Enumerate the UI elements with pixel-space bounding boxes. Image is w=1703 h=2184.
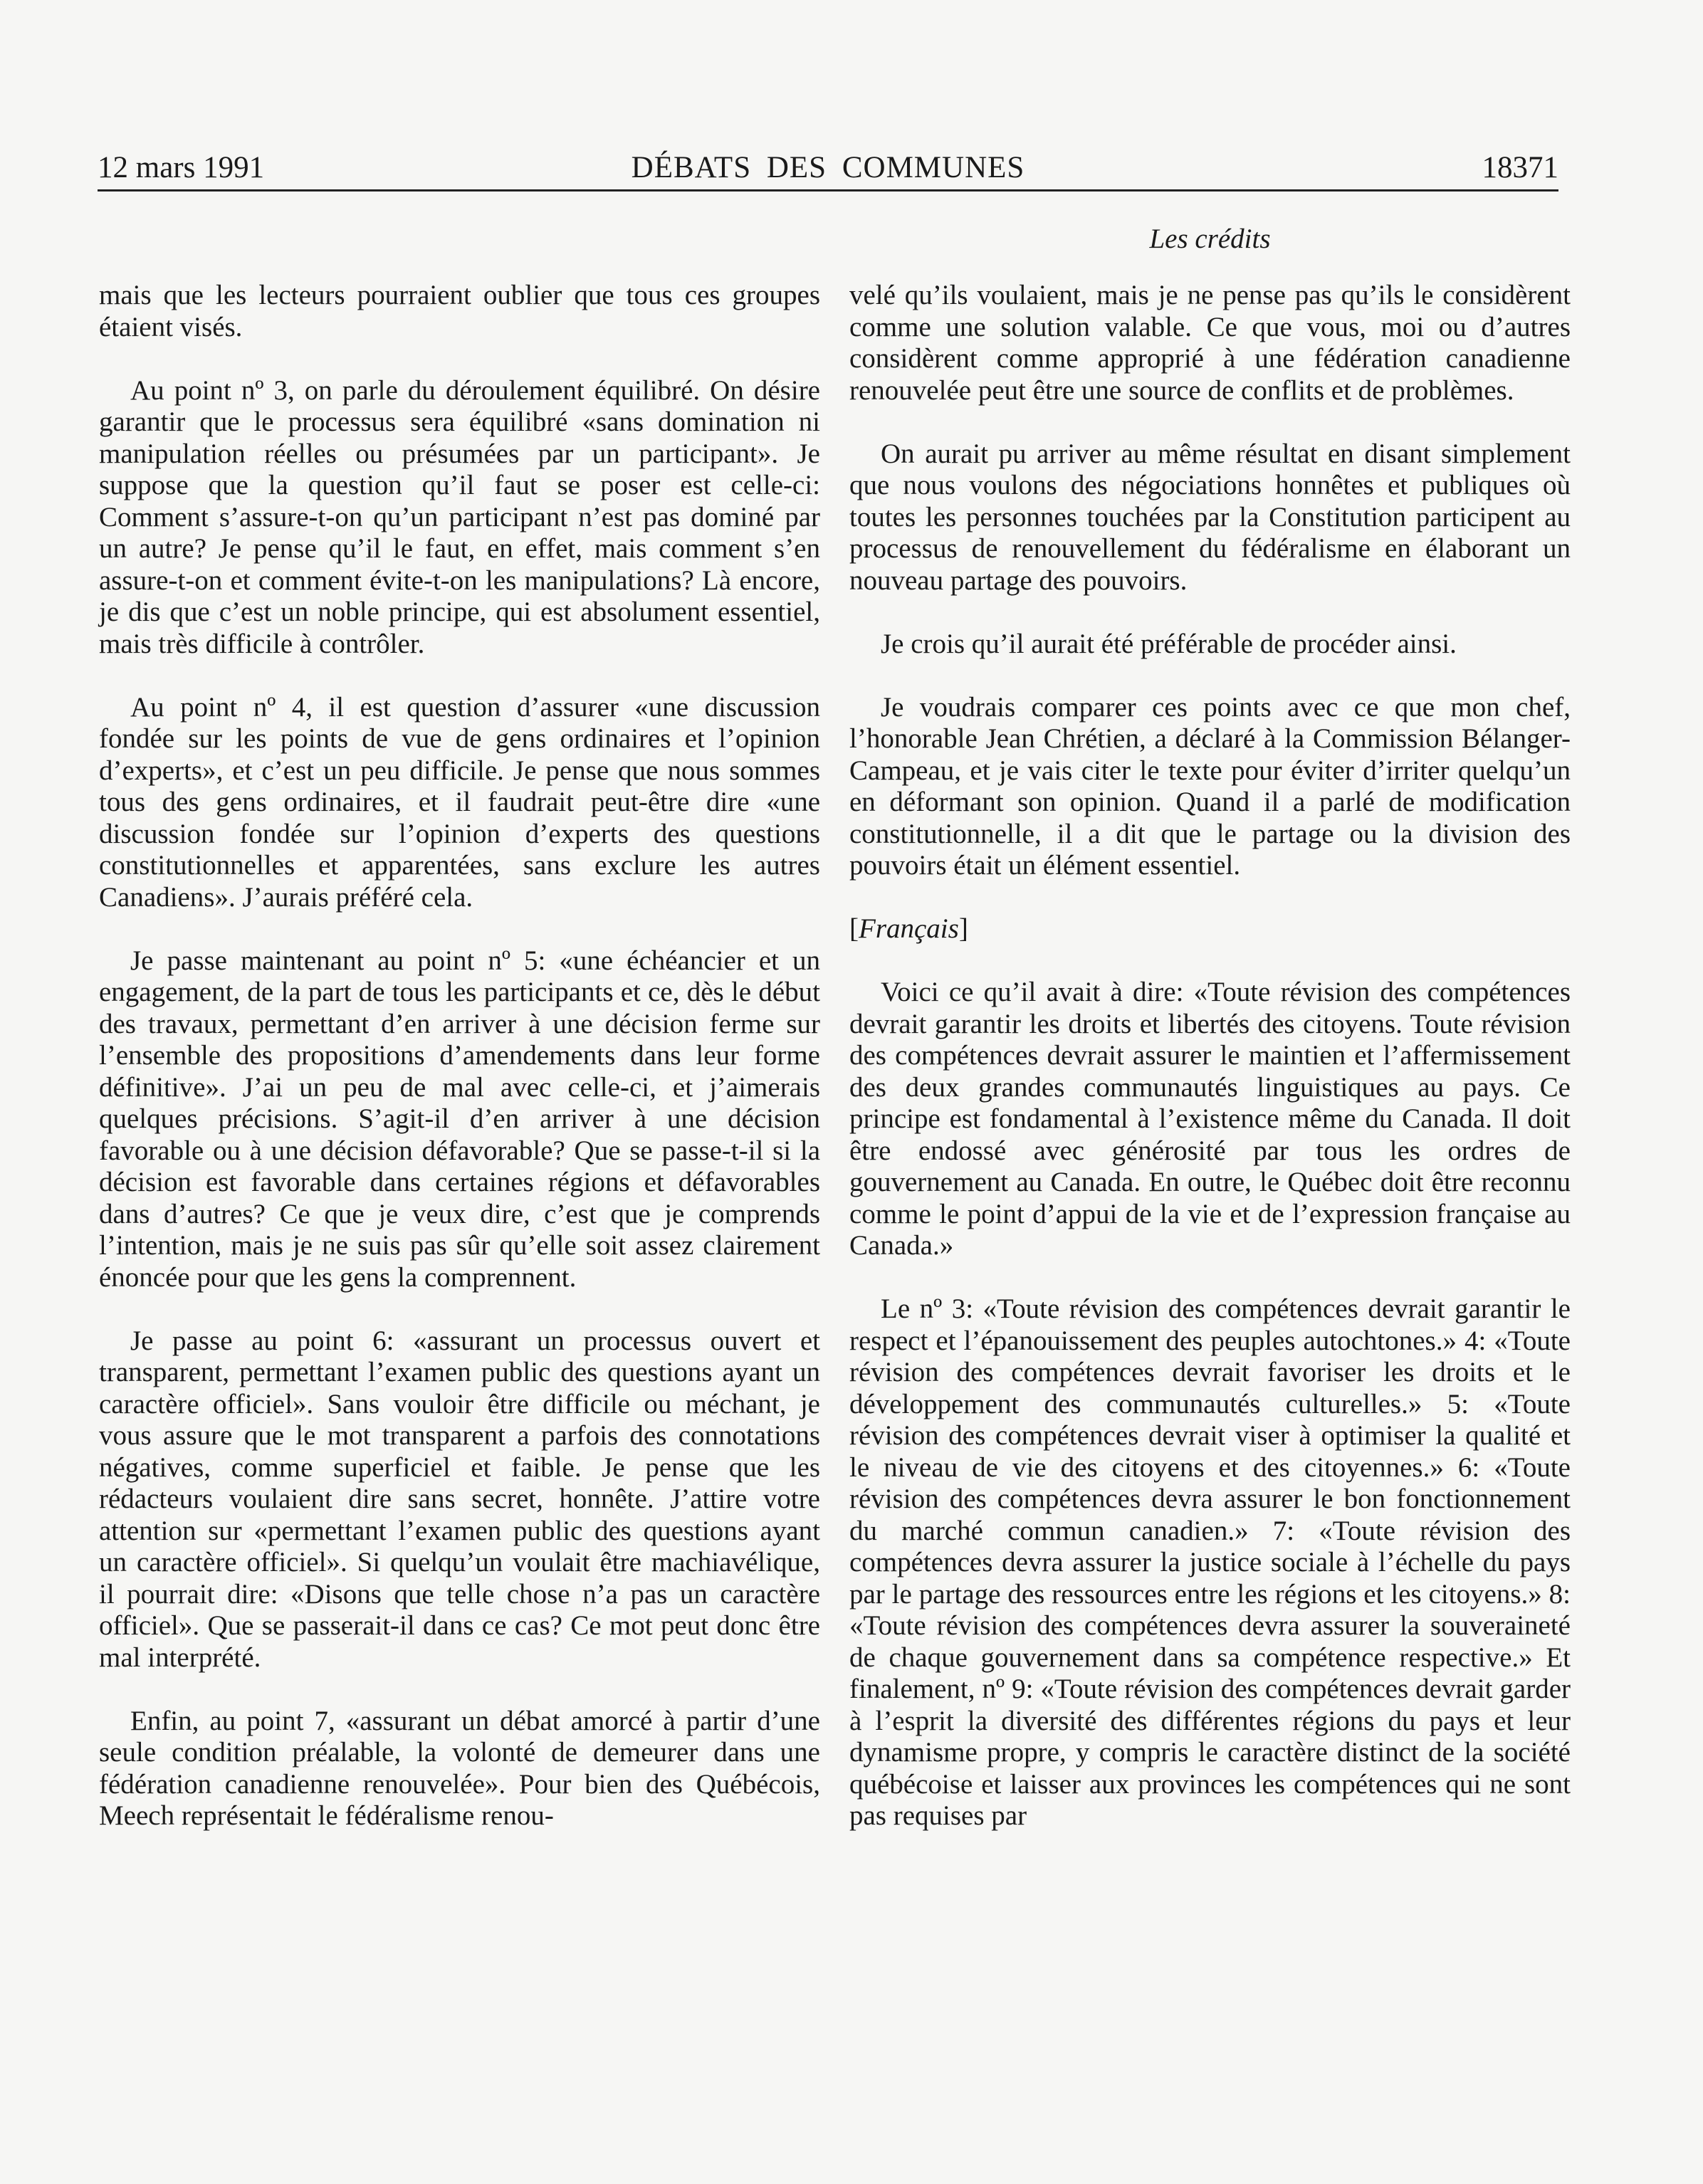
- paragraph: velé qu’ils voulaient, mais je ne pense pas qu’ils le considèrent comme une solution valable. Ce que vous, moi ou d’autres considèrent comme approprié à une fédération canadienne renouvelée peut être une source de conflits et de problèmes.: [849, 280, 1571, 406]
- paragraph: Je crois qu’il aurait été préférable de procéder ainsi.: [881, 628, 1457, 659]
- paragraph: Au point nº 3, on parle du déroulement équilibré. On désire garantir que le processus sera équilibré «sans domination ni manipulation réelles ou présumées par un participant». Je suppose que la question qu’il faut se poser est celle-ci: Comment s’assure-t-on qu’un participant n’est pas dominé par un autre? Je pense qu’il le faut, en effet, mais comment s’en assure-t-on et comment évite-t-on les manipulations? Là encore, je dis que c’est un noble principe, qui est absolument essentiel, mais très difficile à contrôler.: [99, 374, 820, 659]
- paragraph: Je passe maintenant au point nº 5: «une échéancier et un engagement, de la part de tous les participants et ce, dès le début des travaux, permettant d’en arriver à une décision ferme sur l’ensemble des propositions d’amendements dans leur forme définitive». J’ai un peu de mal avec celle-ci, et j’aimerais quelques précisions. S’agit-il d’en arriver à une décision favorable ou à une décision défavorable? Que se passe-t-il si la décision est favorable dans certaines régions et défavorables dans d’autres? Ce que je veux dire, c’est que je comprends l’intention, mais je ne suis pas sûr qu’elle soit assez clairement énoncée pour que les gens la comprennent.: [99, 945, 820, 1293]
- language-marker: [849, 913, 1571, 945]
- left-column: [99, 280, 820, 1864]
- right-column: [849, 280, 1571, 1864]
- paragraph: On aurait pu arriver au même résultat en disant simplement que nous voulons des négociations honnêtes et publiques où toutes les personnes touchées par la Constitution participent au processus de renouvellement du fédéralisme en élaborant un nouveau partage des pouvoirs.: [849, 438, 1571, 596]
- paragraph: Je voudrais comparer ces points avec ce que mon chef, l’honorable Jean Chrétien, a déclaré à la Commission Bélanger-Campeau, et je vais citer le texte pour éviter d’irriter quelqu’un en déformant son opinion. Quand il a parlé de modification constitutionnelle, il a dit que le partage ou la division des pouvoirs était un élément essentiel.: [849, 691, 1571, 881]
- header-rule: [98, 189, 1558, 191]
- header-date: 12 mars 1991: [98, 151, 265, 184]
- paragraph: Le nº 3: «Toute révision des compétences devrait garantir le respect et l’épanouissement des peuples autochtones.» 4: «Toute révision des compétences devrait favoriser les droits et le développement des communautés culturelles.» 5: «Toute révision des compétences devrait viser à optimiser la qualité et le niveau de vie des citoyens et des citoyennes.» 6: «Toute révision des compétences devra assurer le bon fonctionnement du marché commun canadien.» 7: «Toute révision des compétences devra assurer la justice sociale à l’échelle du pays par le partage des ressources entre les régions et les citoyens.» 8: «Toute révision des compétences devra assurer la souveraineté de chaque gouvernement dans sa compétence respective.» Et finalement, nº 9: «Toute révision des compétences devrait garder à l’esprit la diversité des différentes régions du pays et leur dynamisme propre, y compris le caractère distinct de la société québécoise et laisser aux provinces les compétences qui ne sont pas requises par: [849, 1293, 1571, 1831]
- page-header: [98, 148, 1558, 188]
- paragraph: Au point nº 4, il est question d’assurer «une discussion fondée sur les points de vue de gens ordinaires et l’opinion d’experts», et c’est un peu difficile. Je pense que nous sommes tous des gens ordinaires, et il faudrait peut-être dire «une discussion fondée sur l’opinion d’experts des questions constitutionnelles et apparentées, sans exclure les autres Canadiens». J’aurais préféré cela.: [99, 691, 820, 913]
- header-title: DÉBATS DES COMMUNES: [631, 151, 1025, 184]
- paragraph: Enfin, au point 7, «assurant un débat amorcé à partir d’une seule condition préalable, la volonté de demeurer dans une fédération canadienne renouvelée». Pour bien des Québécois, Meech représentait le fédéralisme renou-: [99, 1705, 820, 1831]
- language-marker-text: [Français]: [849, 913, 968, 944]
- section-title: Les crédits: [1149, 224, 1271, 254]
- header-page-number: 18371: [1482, 151, 1558, 184]
- paragraph: Je passe au point 6: «assurant un processus ouvert et transparent, permettant l’examen public des questions ayant un caractère officiel». Sans vouloir être difficile ou méchant, je vous assure que le mot transparent a parfois des connotations négatives, comme superficiel et faible. Je pense que les rédacteurs voulaient dire sans secret, honnête. J’attire votre attention sur «permettant l’examen public des questions ayant un caractère officiel». Si quelqu’un voulait être machiavélique, il pourrait dire: «Disons que telle chose n’a pas un caractère officiel». Que se passerait-il dans ce cas? Ce mot peut donc être mal interprété.: [99, 1325, 820, 1673]
- paragraph: mais que les lecteurs pourraient oublier que tous ces groupes étaient visés.: [99, 280, 820, 342]
- paragraph: Voici ce qu’il avait à dire: «Toute révision des compétences devrait garantir les droits et libertés des citoyens. Toute révision des compétences devrait assurer le maintien et l’affermissement des deux grandes communautés linguistiques au pays. Ce principe est fondamental à l’existence même du Canada. Il doit être endossé avec générosité par tous les ordres de gouvernement au Canada. En outre, le Québec doit être reconnu comme le point d’appui de la vie et de l’expression française au Canada.»: [849, 977, 1571, 1261]
